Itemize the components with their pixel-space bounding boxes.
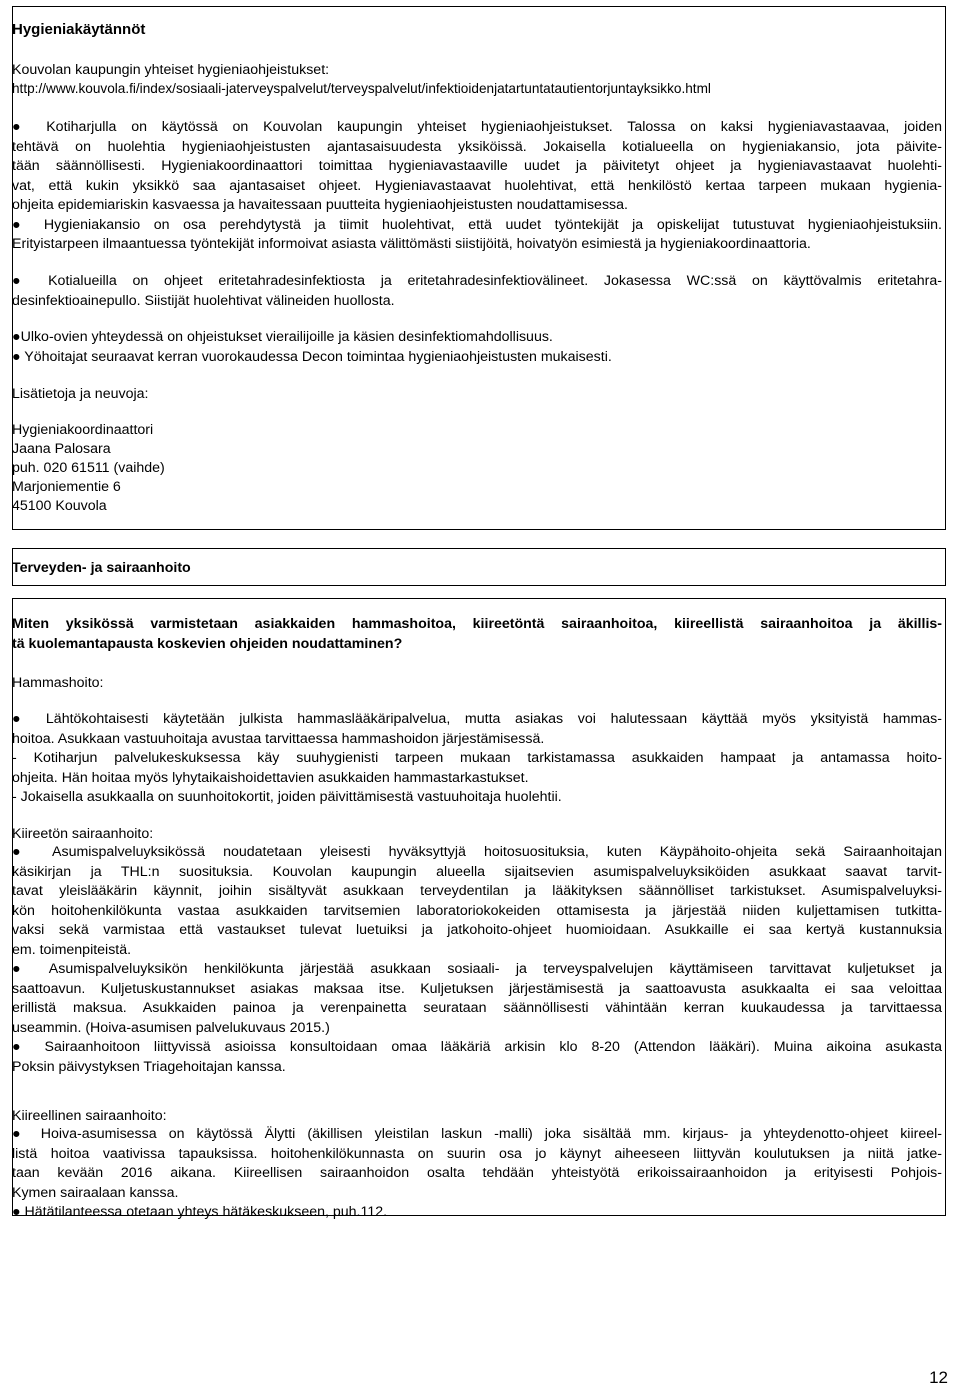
contact-line: 45100 Kouvola — [12, 498, 107, 514]
nonurgent-heading: Kiireetön sairaanhoito: — [12, 826, 154, 842]
text-line: ● Kotiharjulla on käytössä on Kouvolan kaupungin yhteiset hygieniaohjeistukset. Talossa on kaksi hygieniavastaavaa, joiden — [12, 119, 942, 135]
text-line: - Kotiharjun palvelukeskuksessa käy suuhygienisti tarpeen mukaan tarkistamassa asukkaiden hampaat ja antamassa hoito- — [12, 750, 942, 766]
dental-paragraph — [12, 710, 942, 808]
text-line: ● Hätätilanteessa otetaan yhteys hätäkeskukseen, puh.112. — [12, 1204, 388, 1220]
text-line: em. toimenpiteistä. — [12, 941, 132, 958]
page-number: 12 — [929, 1368, 948, 1387]
text-line: ●Ulko-ovien yhteydessä on ohjeistukset vierailijoille ja käsien desinfektiomahdollisuus. — [12, 329, 553, 345]
nonurgent-paragraph — [12, 843, 942, 1077]
contact-line: puh. 020 61511 (vaihde) — [12, 460, 165, 476]
text-line: Erityistarpeen ilmaantuessa työntekijät informoivat asiasta välittömästi siistijöitä, hoivatyön esimiestä ja hygieniakoordinaattoria. — [12, 236, 811, 252]
text-line: ● Asumispalveluyksikössä noudatetaan yleisesti hyväksyttyjä hoitosuosituksia, kuten Käypähoito-ohjeita sekä Sairaanhoitajan — [12, 844, 942, 860]
text-line: ● Hygieniakansio on osa perehdytystä ja tiimit huolehtivat, että uudet työntekijät ja opiskelijat tutustuvat hygieniaohjeistuksiin. — [12, 216, 942, 233]
text-line: listä hoitoa vaativissa tapauksissa. hoitohenkilökunnasta on suurin osa jo käynyt aiheeseen liittyvän koulutuksen ja niitä jatke- — [12, 1145, 942, 1162]
text-line: hoitoa. Asukkaan vastuuhoitaja avustaa tarvittaessa hammashoidon järjestämisessä. — [12, 730, 545, 747]
text-line: tä kuolemantapausta koskevien ohjeiden noudattaminen? — [12, 635, 403, 652]
hygiene-intro: Kouvolan kaupungin yhteiset hygieniaohjeistukset: — [12, 62, 330, 78]
text-line: ● Asumispalveluyksikön henkilökunta järjestää asukkaan sosiaali- ja terveyspalvelujen käyttämiseen tarvittavat kuljetukset ja — [12, 961, 942, 977]
text-line: Kymen sairaalaan kanssa. — [12, 1184, 179, 1201]
text-line: tehtävä on huolehtia hygieniaohjeistusten ajantasaisuudesta yksiköissä. Jokaisella kotialueella on hygieniakansio, jota päivite- — [12, 138, 942, 155]
contact-line: Jaana Palosara — [12, 441, 111, 457]
hygiene-paragraph-1 — [12, 118, 942, 255]
text-line: erillistä maksua. Asukkaiden painoa ja verenpainetta seurataan säännöllisesti vähintään kerran kuukaudessa ja tarvittaessa — [12, 1000, 942, 1016]
urgent-heading: Kiireellinen sairaanhoito: — [12, 1108, 167, 1124]
text-line: ohjeita epidemiariskin kasvaessa ja havaitessaan puutteita hygieniaohjeistusten noudattamisessa. — [12, 197, 628, 213]
hygiene-paragraph-2 — [12, 272, 942, 311]
health-title: Terveyden- ja sairaanhoito — [12, 560, 191, 576]
text-line: ● Sairaanhoitoon liittyvissä asioissa konsultoidaan omaa lääkäriä arkisin klo 8-20 (Attendon lääkäri). Muina aikoina asukasta — [12, 1039, 942, 1055]
hygiene-url[interactable]: http://www.kouvola.fi/index/sosiaali-jaterveyspalvelut/terveyspalvelut/infektioidenjatartuntatautientorjuntayksikko.html — [12, 81, 711, 96]
hygiene-title: Hygieniakäytännöt — [12, 21, 146, 38]
text-line: desinfektioainepullo. Siistijät huolehtivat välineiden huollosta. — [12, 292, 395, 309]
text-line: - Jokaisella asukkaalla on suunhoitokortit, joiden päivittämisestä vastuuhoitaja huolehtii. — [12, 789, 562, 805]
contact-line: Marjoniementie 6 — [12, 479, 121, 495]
text-line: vat, että kukin yksikkö saa ajantasaiset ohjeet. Hygieniavastaavat huolehtivat, että henkilöstö kertaa tarpeen mukaan hygienia- — [12, 177, 942, 194]
more-info-label: Lisätietoja ja neuvoja: — [12, 386, 149, 402]
hygiene-paragraph-3 — [12, 328, 942, 367]
text-line: ● Kotialueilla on ohjeet eritetahradesinfektiosta ja eritetahradesinfektiovälineet. Jokasessa WC:ssä on käyttövalmis eritetahra- — [12, 273, 942, 289]
text-line: saattoavun. Kuljetuskustannukset asiakas maksaa itse. Kuljetuksen järjestämisestä ja saattoavusta asukkaalta ei saa veloittaa — [12, 980, 942, 997]
text-line: useammin. (Hoiva-asumisen palvelukuvaus 2015.) — [12, 1019, 330, 1036]
text-line: ohjeita. Hän hoitaa myös lyhytaikaishoidettavien asukkaiden hammastarkastukset. — [12, 769, 529, 786]
text-line: ● Lähtökohtaisesti käytetään julkista hammaslääkäripalvelua, mutta asiakas voi halutessaan käyttää myös yksityistä hammas- — [12, 711, 942, 727]
text-line: Miten yksikössä varmistetaan asiakkaiden hammashoitoa, kiireetöntä sairaanhoitoa, kiireellistä sairaanhoitoa ja äkillis- — [12, 616, 942, 632]
text-line: käsikirjan ja THL:n suosituksia. Kouvolan kaupungin alueella sijaitsevien asumispalveluyksiköiden asukkaat saavat tarvit- — [12, 863, 942, 880]
text-line: taan kevään 2016 aikana. Kiireellisen sairaanhoidon osalta tehdään yhteistyötä erikoissairaanhoidon ja erityisesti Pohjois- — [12, 1165, 942, 1181]
text-line: Poksin päivystyksen Triagehoitajan kanssa. — [12, 1058, 286, 1075]
urgent-paragraph — [12, 1125, 942, 1223]
text-line: tavat yleislääkärin käynnit, joihin sisältyvät asukkaan terveydentilan ja lääkityksen säännölliset tarkistukset. Asumispalveluyksi- — [12, 883, 942, 899]
text-line: kön hoitohenkilökunta vastaa asukkaiden tarvitsemien laboratoriokokeiden ottamisesta ja järjestää niiden kuljettamisen tutkitta- — [12, 902, 942, 919]
dental-heading: Hammashoito: — [12, 675, 104, 691]
text-line: tään säännöllisesti. Hygieniakoordinaattori toimittaa hygieniavastaaville uudet ja päivitetyt ohjeet ja hygieniavastaavat huolehti- — [12, 158, 942, 174]
text-line: ● Yöhoitajat seuraavat kerran vuorokaudessa Decon toimintaa hygieniaohjeistusten mukaisesti. — [12, 348, 612, 365]
text-line: vaksi sekä varmistaa että vastaukset tulevat luetuiksi ja jatkohoito-ohjeet huomioidaan. Asukkaille ei saa kertyä kustannuksia — [12, 922, 942, 938]
care-question — [12, 615, 942, 654]
text-line: ● Hoiva-asumisessa on käytössä Älytti (äkillisen yleistilan laskun -malli) joka sisältää mm. kirjaus- ja yhteydenotto-ohjeet kiireel- — [12, 1126, 942, 1142]
contact-line: Hygieniakoordinaattori — [12, 422, 154, 438]
